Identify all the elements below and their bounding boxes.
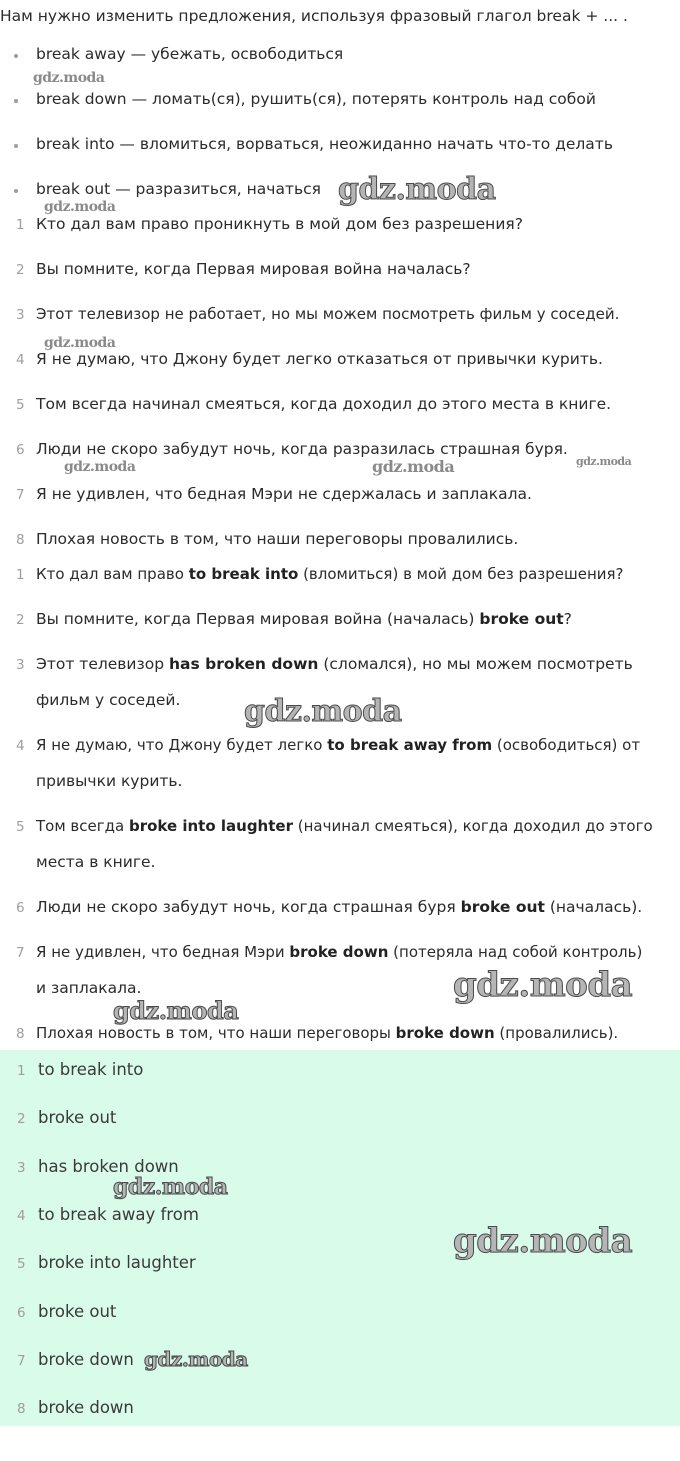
rewritten-continuation: и заплакала. xyxy=(36,979,142,997)
watermark: gdz.moda xyxy=(44,335,116,351)
answer-text: to break into xyxy=(38,1060,144,1079)
rewritten-continuation: места в книге. xyxy=(36,853,156,871)
rewritten-number: 8 xyxy=(16,1026,25,1042)
rewritten-text: Люди не скоро забудут ночь, когда страшная буря xyxy=(36,898,461,916)
answer-number: 3 xyxy=(17,1160,26,1176)
sentence-text: Вы помните, когда Первая мировая война началась? xyxy=(36,260,471,278)
answer-number: 6 xyxy=(17,1305,26,1321)
answer-number: 7 xyxy=(17,1353,26,1369)
rewritten-number: 6 xyxy=(16,900,25,916)
bullet-dot xyxy=(14,189,18,193)
rewritten-text: (начинал смеяться), когда доходил до этого xyxy=(292,817,653,835)
phrasal-verb-highlight: broke down xyxy=(289,943,389,961)
watermark: gdz.moda xyxy=(453,1221,633,1261)
sentence-text: Кто дал вам право проникнуть в мой дом без разрешения? xyxy=(36,215,523,233)
sentence-text: Плохая новость в том, что наши переговоры провалились. xyxy=(36,530,519,548)
rewritten-text: Плохая новость в том, что наши переговоры xyxy=(36,1024,396,1042)
sentence-text: Том всегда начинал смеяться, когда доходил до этого места в книге. xyxy=(36,395,612,413)
rewritten-continuation: фильм у соседей. xyxy=(36,691,181,709)
rewritten-number: 5 xyxy=(16,819,25,835)
bullet-meaning: — убежать, освободиться xyxy=(125,45,344,63)
rewritten-number: 7 xyxy=(16,945,25,961)
sentence-text: Я не думаю, что Джону будет легко отказаться от привычки курить. xyxy=(36,350,603,368)
bullet-meaning: — вломиться, ворваться, неожиданно начать что-то делать xyxy=(114,135,613,153)
phrasal-verb-highlight: broke out xyxy=(460,898,545,916)
sentence-number: 1 xyxy=(16,217,25,233)
bullet-dot xyxy=(14,99,18,103)
answer-text: broke into laughter xyxy=(38,1253,196,1272)
answer-number: 2 xyxy=(17,1111,26,1127)
watermark: gdz.moda xyxy=(453,965,633,1005)
rewritten-text: ? xyxy=(563,610,572,628)
bullet-meaning: — разразиться, начаться xyxy=(110,180,321,198)
sentence-number: 8 xyxy=(16,532,25,548)
rewritten-text: (провалились). xyxy=(494,1024,619,1042)
rewritten-text: (вломиться) в мой дом без разрешения? xyxy=(298,565,624,583)
rewritten-text: (потеряла над собой контроль) xyxy=(388,943,643,961)
rewritten-text: Кто дал вам право xyxy=(36,565,189,583)
watermark: gdz.moda xyxy=(338,172,496,207)
sentence-text: Люди не скоро забудут ночь, когда разразилась страшная буря. xyxy=(36,440,568,458)
rewritten-text: Этот телевизор xyxy=(36,655,169,673)
sentence-text: Этот телевизор не работает, но мы можем посмотреть фильм у соседей. xyxy=(36,305,620,323)
phrasal-verb-highlight: broke down xyxy=(395,1024,495,1042)
bullet-dot xyxy=(14,54,18,58)
watermark: gdz.moda xyxy=(44,199,116,215)
watermark: gdz.moda xyxy=(244,694,402,729)
sentence-number: 5 xyxy=(16,397,25,413)
sentence-number: 3 xyxy=(16,307,25,323)
rewritten-text: (освободиться) от xyxy=(492,736,641,754)
intro-text: Нам нужно изменить предложения, используя фразовый глагол break + ... . xyxy=(0,7,628,25)
rewritten-text: Том всегда xyxy=(36,817,129,835)
bullet-verb: break down xyxy=(36,90,127,108)
answer-text: broke out xyxy=(38,1108,117,1127)
answer-text: broke out xyxy=(38,1302,117,1321)
rewritten-number: 3 xyxy=(16,657,25,673)
sentence-number: 4 xyxy=(16,352,25,368)
answer-number: 8 xyxy=(17,1401,26,1417)
answer-number: 1 xyxy=(17,1063,26,1079)
rewritten-number: 2 xyxy=(16,612,25,628)
phrasal-verb-highlight: to break into xyxy=(188,565,299,583)
answer-text: broke down xyxy=(38,1398,134,1417)
phrasal-verb-highlight: to break away from xyxy=(327,736,493,754)
bullet-verb: break into xyxy=(36,135,115,153)
sentence-number: 2 xyxy=(16,262,25,278)
bullet-verb: break out xyxy=(36,180,111,198)
watermark: gdz.moda xyxy=(372,457,455,476)
bullet-dot xyxy=(14,144,18,148)
answer-text: broke down xyxy=(38,1350,134,1369)
phrasal-verb-highlight: has broken down xyxy=(169,655,319,673)
watermark: gdz.moda xyxy=(113,1174,228,1200)
rewritten-text: Я не думаю, что Джону будет легко xyxy=(36,736,328,754)
answer-number: 4 xyxy=(17,1208,26,1224)
phrasal-verb-highlight: broke out xyxy=(479,610,564,628)
watermark: gdz.moda xyxy=(64,459,136,475)
watermark: gdz.moda xyxy=(113,996,239,1025)
answer-number: 5 xyxy=(17,1256,26,1272)
rewritten-text: (сломался), но мы можем посмотреть xyxy=(318,655,633,673)
answer-text: has broken down xyxy=(38,1157,179,1176)
rewritten-text: Я не удивлен, что бедная Мэри xyxy=(36,943,290,961)
phrasal-verb-highlight: broke into laughter xyxy=(128,817,293,835)
bullet-meaning: — ломать(ся), рушить(ся), потерять контроль над собой xyxy=(126,90,596,108)
rewritten-number: 1 xyxy=(16,567,25,583)
rewritten-text: Вы помните, когда Первая мировая война (началась) xyxy=(36,610,480,628)
watermark: gdz.moda xyxy=(576,455,632,468)
sentence-number: 6 xyxy=(16,442,25,458)
rewritten-continuation: привычки курить. xyxy=(36,772,183,790)
sentence-number: 7 xyxy=(16,487,25,503)
watermark: gdz.moda xyxy=(144,1347,248,1371)
watermark: gdz.moda xyxy=(33,70,105,86)
rewritten-text: (началась). xyxy=(544,898,643,916)
bullet-verb: break away xyxy=(36,45,126,63)
rewritten-number: 4 xyxy=(16,738,25,754)
sentence-text: Я не удивлен, что бедная Мэри не сдержалась и заплакала. xyxy=(36,485,532,503)
answer-text: to break away from xyxy=(38,1205,199,1224)
